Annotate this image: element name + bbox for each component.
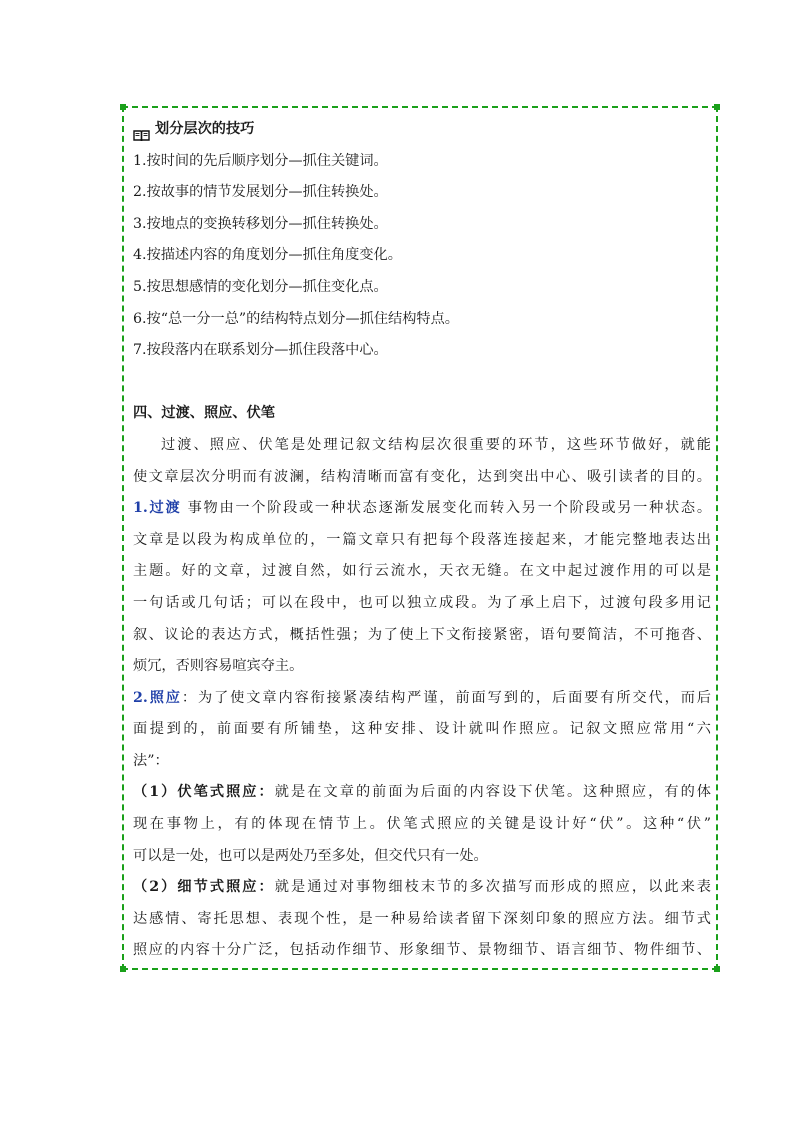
tip-item: 1.按时间的先后顺序划分—抓住关键词。 (133, 152, 388, 169)
transition-paragraph-line: 文章是以段为构成单位的，一篇文章只有把每个段落连接起来，才能完整地表达出 (133, 531, 711, 548)
transition-paragraph-line: 烦冗，否则容易喧宾夺主。 (133, 658, 304, 675)
transition-paragraph-line: 叙、议论的表达方式，概括性强；为了使上下文衔接紧密，语句要简洁，不可拖沓、 (133, 626, 711, 643)
foreshadow-paragraph-line (133, 777, 711, 809)
tip-item: 5.按思想感情的变化划分—抓住变化点。 (133, 278, 388, 295)
transition-paragraph-line (133, 493, 711, 525)
foreshadow-paragraph-line: 现在事物上，有的体现在情节上。伏笔式照应的关键是设计好“伏”。这种“伏” (133, 816, 711, 833)
detail-label: （2）细节式照应： (133, 879, 275, 896)
section-heading: 四、过渡、照应、伏笔 (133, 405, 275, 422)
tip-item: 4.按描述内容的角度划分—抓住角度变化。 (133, 247, 402, 264)
echo-label: 2.照应 (133, 689, 182, 706)
tip-item: 3.按地点的变换转移划分—抓住转换处。 (133, 215, 388, 232)
transition-paragraph-line: 一句话或几句话；可以在段中，也可以独立成段。为了承上启下，过渡句段多用记 (133, 594, 711, 611)
detail-paragraph-line: 达感情、寄托思想、表现个性，是一种易给读者留下深刻印象的照应方法。细节式 (133, 910, 711, 927)
tip-item: 2.按故事的情节发展划分—抓住转换处。 (133, 184, 388, 201)
transition-label: 1.过渡 (133, 500, 182, 517)
echo-paragraph-line: 面提到的，前面要有所铺垫，这种安排、设计就叫作照应。记叙文照应常用“六 (133, 721, 711, 738)
foreshadow-text: 就是在文章的前面为后面的内容设下伏笔。这种照应，有的体 (274, 784, 711, 801)
detail-paragraph-line: 照应的内容十分广泛，包括动作细节、形象细节、景物细节、语言细节、物件细节、 (133, 942, 711, 959)
tips-heading (133, 114, 711, 146)
frame-corner (120, 966, 126, 972)
transition-text: 事物由一个阶段或一种状态逐渐发展变化而转入另一个阶段或另一种状态。 (187, 500, 711, 517)
tip-item: 7.按段落内在联系划分—抓住段落中心。 (133, 342, 388, 359)
frame-corner (120, 104, 126, 110)
open-book-icon (133, 123, 150, 136)
tip-item: 6.按“总一分一总”的结构特点划分—抓住结构特点。 (133, 310, 459, 327)
transition-paragraph-line: 主题。好的文章，过渡自然，如行云流水，天衣无缝。在文中起过渡作用的可以是 (133, 563, 711, 580)
intro-paragraph-line: 使文章层次分明而有波澜，结构清晰而富有变化，达到突出中心、吸引读者的目的。 (133, 468, 711, 485)
frame-corner (714, 104, 720, 110)
echo-paragraph-line: 法”： (133, 752, 169, 769)
intro-paragraph-line: 过渡、照应、伏笔是处理记叙文结构层次很重要的环节，这些环节做好，就能 (161, 436, 711, 453)
echo-text: ：为了使文章内容衔接紧凑结构严谨，前面写到的，后面要有所交代，而后 (181, 689, 711, 706)
foreshadow-label: （1）伏笔式照应： (133, 784, 275, 801)
foreshadow-paragraph-line: 可以是一处，也可以是两处乃至多处，但交代只有一处。 (133, 847, 488, 864)
spacer (133, 367, 711, 399)
echo-paragraph-line (133, 683, 711, 715)
tips-title: 划分层次的技巧 (155, 121, 255, 137)
detail-text: 就是通过对事物细枝末节的多次描写而形成的照应，以此来表 (274, 879, 711, 896)
detail-paragraph-line (133, 872, 711, 904)
document-body (133, 114, 711, 967)
frame-corner (714, 966, 720, 972)
